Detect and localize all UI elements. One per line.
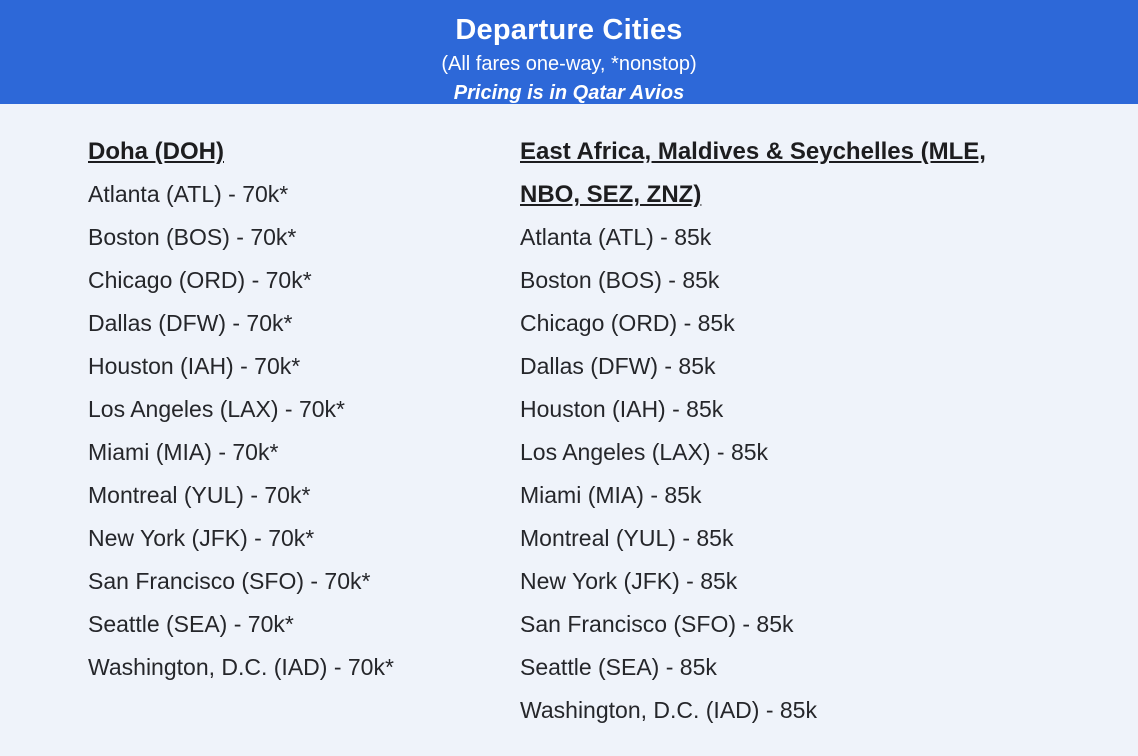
list-item: Atlanta (ATL) - 70k* xyxy=(88,181,289,207)
column-heading-doha: Doha (DOH) xyxy=(88,138,224,165)
page-header xyxy=(0,0,1138,104)
list-item: Dallas (DFW) - 70k* xyxy=(88,310,293,336)
list-item: Washington, D.C. (IAD) - 85k xyxy=(520,697,817,723)
fare-note: (All fares one-way, *nonstop) xyxy=(441,53,697,75)
column-east-africa-maldives-seychelles xyxy=(510,130,1138,732)
list-item: Dallas (DFW) - 85k xyxy=(520,353,716,379)
list-item: New York (JFK) - 85k xyxy=(520,568,738,594)
list-item: San Francisco (SFO) - 70k* xyxy=(88,568,371,594)
list-item: Washington, D.C. (IAD) - 70k* xyxy=(88,654,394,680)
list-item: Los Angeles (LAX) - 85k xyxy=(520,439,769,465)
list-item: Miami (MIA) - 85k xyxy=(520,482,702,508)
column-doha xyxy=(0,130,510,732)
pricing-currency-note: Pricing is in Qatar Avios xyxy=(453,82,685,104)
list-item: Miami (MIA) - 70k* xyxy=(88,439,279,465)
list-item: Montreal (YUL) - 85k xyxy=(520,525,734,551)
list-item: Boston (BOS) - 70k* xyxy=(88,224,297,250)
list-item: Chicago (ORD) - 70k* xyxy=(88,267,312,293)
list-item: Chicago (ORD) - 85k xyxy=(520,310,735,336)
list-item: San Francisco (SFO) - 85k xyxy=(520,611,794,637)
page-title: Departure Cities xyxy=(455,14,683,46)
column-heading-east-africa: East Africa, Maldives & Seychelles (MLE, NBO, SEZ, ZNZ) xyxy=(520,138,986,208)
list-item: Boston (BOS) - 85k xyxy=(520,267,720,293)
list-item: Houston (IAH) - 85k xyxy=(520,396,724,422)
list-item: Seattle (SEA) - 70k* xyxy=(88,611,294,637)
list-item: Atlanta (ATL) - 85k xyxy=(520,224,712,250)
list-item: Los Angeles (LAX) - 70k* xyxy=(88,396,345,422)
columns-container xyxy=(0,104,1138,732)
list-item: Montreal (YUL) - 70k* xyxy=(88,482,311,508)
list-item: Seattle (SEA) - 85k xyxy=(520,654,717,680)
list-item: New York (JFK) - 70k* xyxy=(88,525,315,551)
list-item: Houston (IAH) - 70k* xyxy=(88,353,301,379)
